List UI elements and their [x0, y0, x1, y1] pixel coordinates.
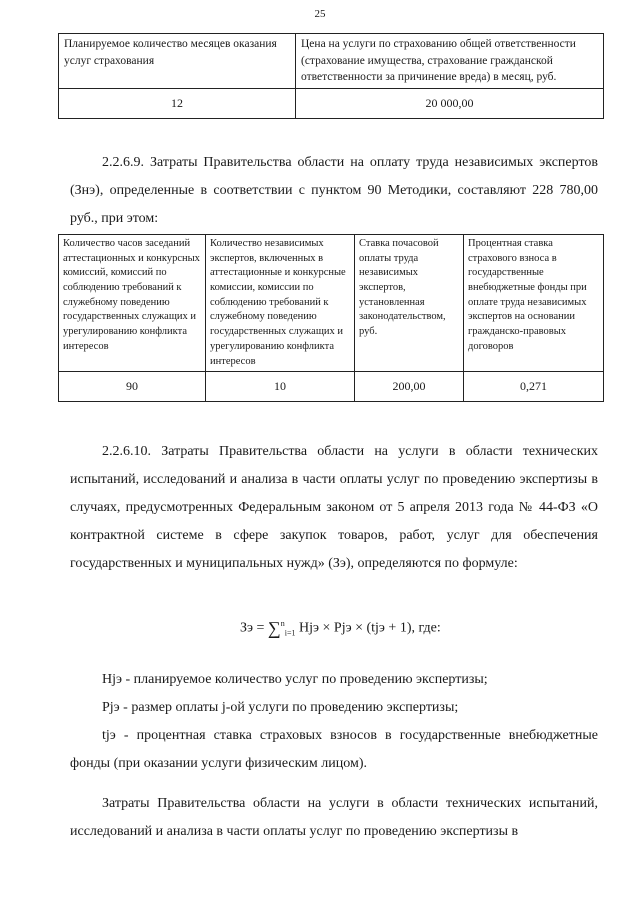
formula-suffix: где:	[418, 620, 441, 636]
table-row	[59, 372, 604, 402]
table-cell: 12	[59, 89, 296, 119]
page-number: 25	[314, 8, 326, 20]
table-cell: 10	[206, 372, 355, 402]
definition-t: tjэ - процентная ставка страховых взносов в государственные внебюджетные фонды (при оказании услуги физическим лицом).	[70, 728, 598, 771]
formula-body: Hjэ × Pjэ × (tjэ + 1),	[299, 620, 415, 636]
table-header-row	[59, 34, 604, 89]
insurance-table	[58, 33, 604, 119]
sum-symbol: ∑	[267, 618, 281, 638]
paragraph-continuation: Затраты Правительства области на услуги в области технических испытаний, исследований и анализа в части оплаты услуг по проведению экспертизы в	[70, 796, 598, 839]
formula-lhs: Зэ =	[240, 620, 265, 636]
table-row	[59, 89, 604, 119]
definition-p: Pjэ - размер оплаты j-ой услуги по проведению экспертизы;	[102, 700, 459, 715]
sum-upper-limit: n	[280, 619, 285, 629]
table-cell: 90	[59, 372, 206, 402]
experts-table	[58, 234, 604, 402]
table-header-cell: Количество независимых экспертов, включенных в аттестационные и конкурсные комиссии, комиссии по соблюдению требований к служебному поведению государственных служащих и урегулированию конфликта интересов	[206, 235, 355, 372]
table-header-cell: Процентная ставка страхового взноса в государственные внебюджетные фонды при оплате труда независимых экспертов на основании гражданско-правовых договоров	[464, 235, 604, 372]
table-header-cell: Цена на услуги по страхованию общей ответственности (страхование имущества, страхование гражданской ответственности за причинение вреда) в месяц, руб.	[296, 34, 604, 89]
formula	[240, 618, 441, 639]
paragraph-2-2-6-9: 2.2.6.9. Затраты Правительства области на оплату труда независимых экспертов (Знэ), определенные в соответствии с пунктом 90 Методики, составляют 228 780,00 руб., при этом:	[70, 155, 598, 226]
table-cell: 200,00	[355, 372, 464, 402]
table-header-cell: Количество часов заседаний аттестационных и конкурсных комиссий, комиссий по соблюдению требований к служебному поведению государственных служащих и урегулированию конфликта интересов	[59, 235, 206, 372]
definition-h: Hjэ - планируемое количество услуг по проведению экспертизы;	[102, 672, 488, 687]
table-header-cell: Планируемое количество месяцев оказания услуг страхования	[59, 34, 296, 89]
table-header-row	[59, 235, 604, 372]
table-cell: 0,271	[464, 372, 604, 402]
paragraph-2-2-6-10: 2.2.6.10. Затраты Правительства области на услуги в области технических испытаний, исследований и анализа в части оплаты услуг по проведению экспертизы в случаях, предусмотренных Федеральным законом от 5 апреля 2013 года № 44-ФЗ «О контрактной системе в сфере закупок товаров, работ, услуг для обеспечения государственных и муниципальных нужд» (Зэ), определяются по формуле:	[70, 444, 598, 571]
table-cell: 20 000,00	[296, 89, 604, 119]
sum-lower-limit: i=1	[284, 628, 296, 638]
table-header-cell: Ставка почасовой оплаты труда независимых экспертов, установленная законодательством, руб.	[355, 235, 464, 372]
